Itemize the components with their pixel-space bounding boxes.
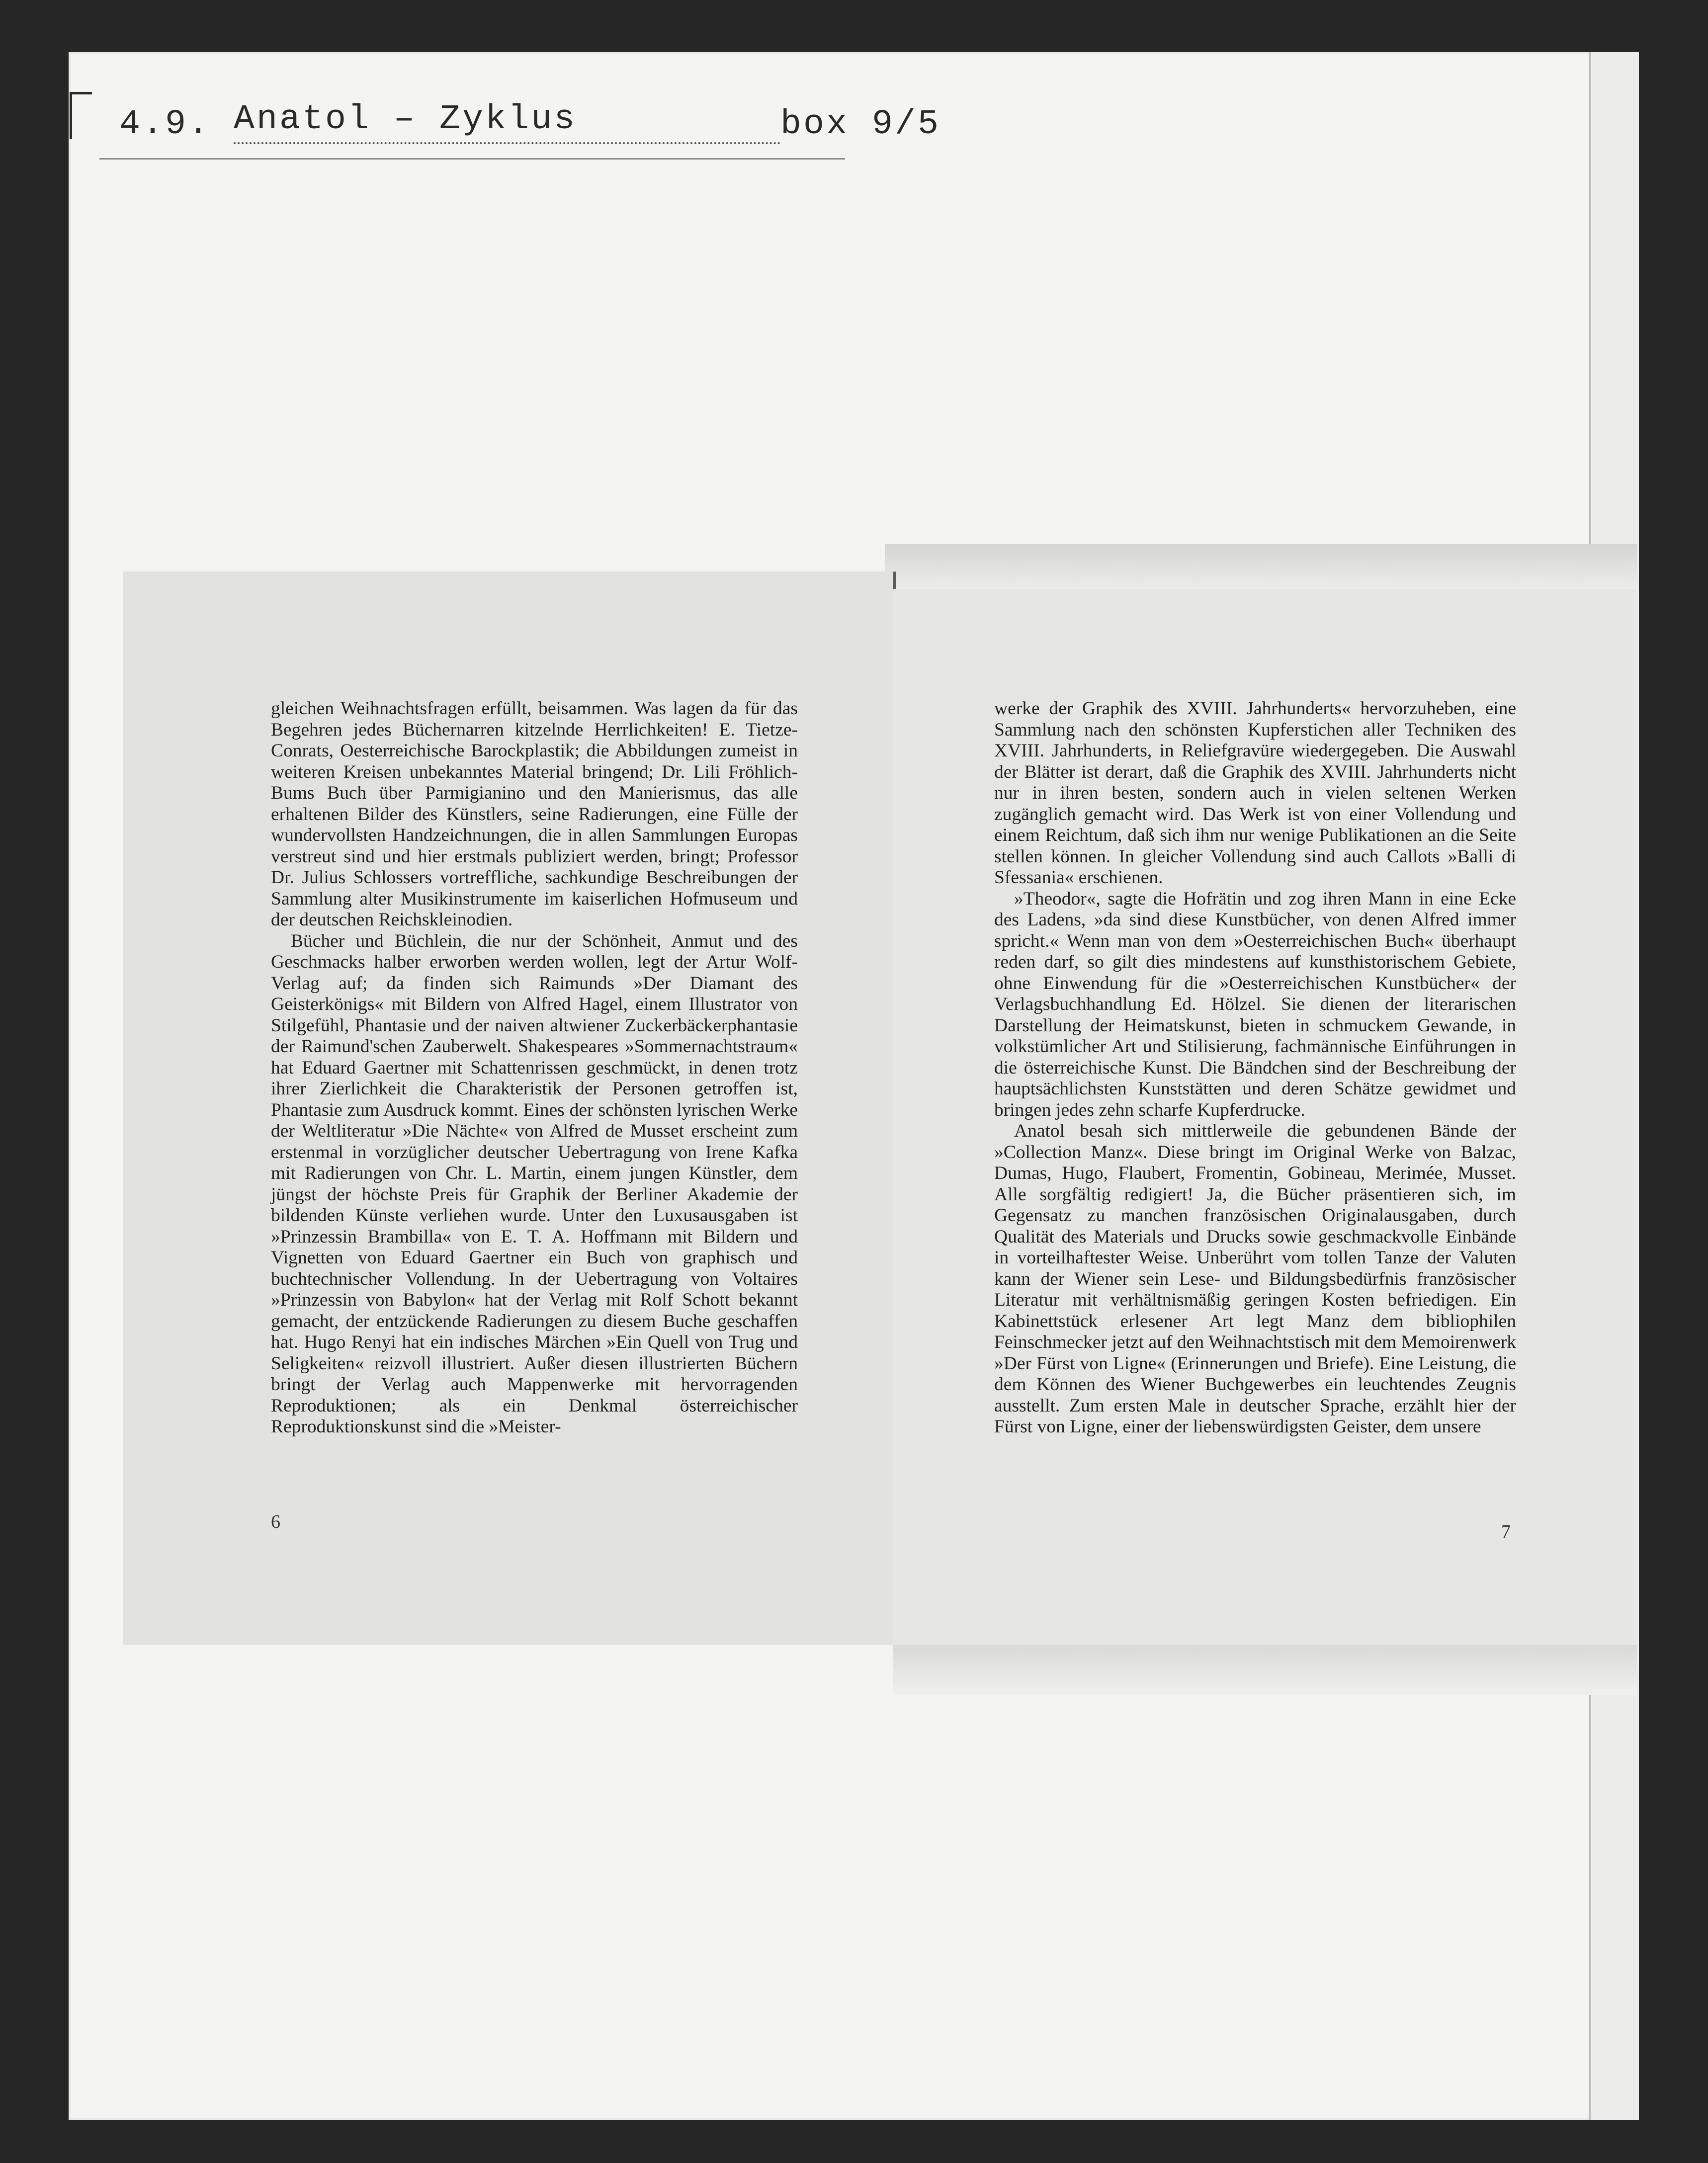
clipping-bottom-shadow [893, 1645, 1637, 1695]
clipping-shadow [885, 544, 1637, 589]
left-paragraph-2: Bücher und Büchlein, die nur der Schönheit, Anmut und des Geschmacks halber erworben werden wollen, legt der Artur Wolf-Verlag auf; da finden sich Raimunds »Der Diamant des Geisterkönigs« mit Bildern von Alfred Hagel, einem Illustrator von Stilgefühl, Phantasie und der naiven altwiener Zuckerbäckerphantasie der Raimund'schen Zauberwelt. Shakespeares »Sommernachtstraum« hat Eduard Gaertner mit Schattenrissen geschmückt, in denen trotz ihrer Zierlichkeit die Charakteristik der Personen getroffen ist, Phantasie zum Ausdruck kommt. Eines der schönsten lyrischen Werke der Weltliteratur »Die Nächte« von Alfred de Musset erscheint zum erstenmal in vorzüglicher deutscher Uebertragung von Irene Kafka mit Radierungen von Chr. L. Martin, einem jungen Künstler, dem jüngst der höchste Preis für Graphik der Berliner Akademie der bildenden Künste verliehen wurde. Unter den Luxusausgaben ist »Prinzessin Brambilla« von E. T. A. Hoffmann mit Bildern und Vignetten von Eduard Gaertner ein Buch von graphisch und buchtechnischer Vollendung. In der Uebertragung von Voltaires »Prinzessin von Babylon« hat der Verlag mit Rolf Schott bekannt gemacht, der entzückende Radierungen zu diesem Buche geschaffen hat. Hugo Renyi hat ein indisches Märchen »Ein Quell von Trug und Seligkeiten« reizvoll illustriert. Außer diesen illustrierten Büchern bringt der Verlag auch Mappenwerke mit hervorragenden Reproduktionen; als ein Denkmal österreichischer Reproduktionskunst sind die »Meister- [271, 930, 798, 1437]
right-paragraph-2: »Theodor«, sagte die Hofrätin und zog ihren Mann in eine Ecke des Ladens, »da sind diese Kunstbücher, von denen Alfred immer spricht.« Wenn man von dem »Oesterreichischen Buch« überhaupt reden darf, so gilt dies mindestens auf kunsthistorischem Gebiete, ohne Einwendung für die »Oesterreichischen Kunstbücher« der Verlagsbuchhandlung Ed. Hölzel. Sie dienen der literarischen Darstellung der Heimatskunst, bieten in schmuckem Gewande, in volkstümlicher Art und Stilisierung, fachmännische Einführungen in die österreichische Kunst. Die Bändchen sind der Beschreibung der hauptsächlichsten Kunststätten und deren Schätze gewidmet und bringen jedes zehn scharfe Kupferdrucke. [994, 888, 1516, 1120]
header-rule [99, 158, 845, 160]
right-paragraph-1: werke der Graphik des XVIII. Jahrhunderts« hervorzuheben, eine Sammlung nach den schönsten Kupferstichen aller Techniken des XVIII. Jahrhunderts, in Reliefgravüre wiedergegeben. Die Auswahl der Blätter ist derart, daß die Graphik des XVIII. Jahrhunderts nicht nur in ihren besten, sondern auch in vielen seltenen Werken zugänglich gemacht wird. Das Werk ist von einer Vollendung und einem Reichtum, daß sich ihm nur wenige Publikationen an die Seite stellen können. In gleicher Vollendung sind auch Callots »Balli di Sfessania« erschienen. [994, 698, 1516, 888]
left-page-number: 6 [271, 1511, 280, 1532]
header-number: 4.9. [119, 105, 211, 144]
header-title: Anatol – Zyklus [234, 100, 780, 144]
left-page-text [271, 698, 798, 1438]
right-paragraph-3: Anatol besah sich mittlerweile die gebundenen Bände der »Collection Manz«. Diese bringt im Original Werke von Balzac, Dumas, Hugo, Flaubert, Fromentin, Gobineau, Merimée, Musset. Alle sorgfältig redigiert! Ja, die Bücher präsentieren sich, im Gegensatz zu manchen französischen Originalausgaben, durch Qualität des Materials und Drucks sowie geschmackvolle Einbände in vorteilhaftester Weise. Unberührt vom tollen Tanze der Valuten kann der Wiener sein Lese- und Bildungsbedürfnis französischer Literatur mit verhältnismäßig geringen Kosten befriedigen. Ein Kabinettstück erlesener Art legt Manz dem bibliophilen Feinschmecker jetzt auf den Weihnachtstisch mit dem Memoirenwerk »Der Fürst von Ligne« (Erinnerungen und Briefe). Eine Leistung, die dem Können des Wiener Buchgewerbes ein leuchtendes Zeugnis ausstellt. Zum ersten Male in deutscher Sprache, erzählt hier der Fürst von Ligne, einer der liebenswürdigsten Geister, dem unsere [994, 1121, 1516, 1437]
right-page-number: 7 [1501, 1521, 1511, 1542]
left-paragraph-1: gleichen Weihnachtsfragen erfüllt, beisammen. Was lagen da für das Begehren jedes Büchernarren kitzelnde Herrlichkeiten! E. Tietze-Conrats, Oesterreichische Barockplastik; die Abbildungen zumeist in weiteren Kreisen unbekanntes Material bringend; Dr. Lili Fröhlich-Bums Buch über Parmigianino und den Manierismus, das alle erhaltenen Bilder des Künstlers, seine Radierungen, eine Fülle der wundervollsten Handzeichnungen, die in allen Sammlungen Europas verstreut sind und hier erstmals publiziert werden, bringt; Professor Dr. Julius Schlossers vortreffliche, sachkundige Beschreibungen der Sammlung alter Musikinstrumente im kaiserlichen Hofmuseum und der deutschen Reichskleinodien. [271, 698, 798, 930]
right-page-text [994, 698, 1516, 1438]
archive-header [119, 89, 979, 144]
header-box-label: box 9/5 [780, 105, 941, 144]
corner-mark [70, 92, 92, 139]
